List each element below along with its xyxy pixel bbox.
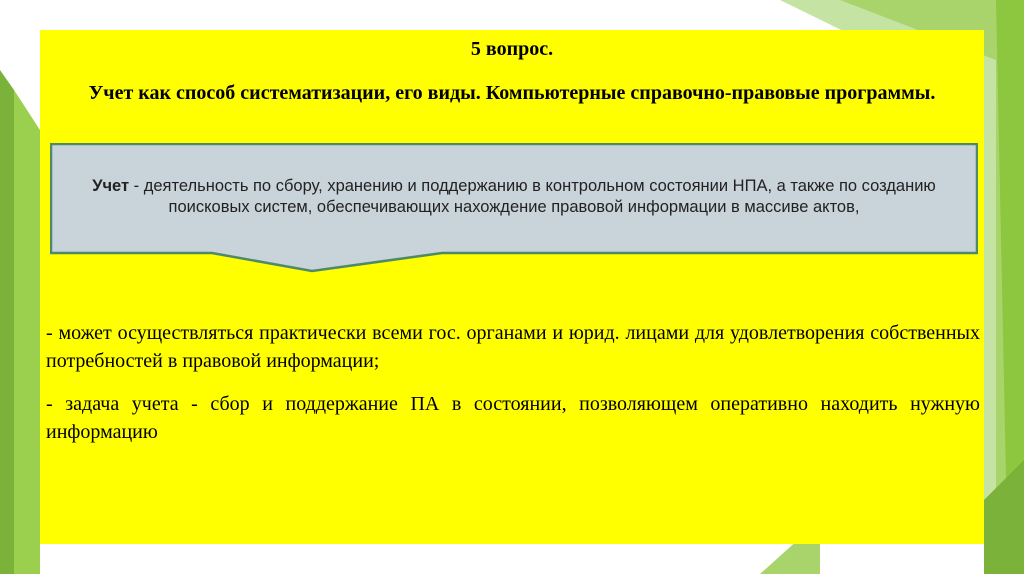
slide-title: Учет как способ систематизации, его виды. Компьютерные справочно-правовые программы. xyxy=(88,82,936,104)
left-green-stripe xyxy=(0,0,40,574)
bullet-item-2: - задача учета - сбор и поддержание ПА в состоянии, позволяющем оперативно находить нужную информацию xyxy=(46,393,980,443)
question-number: 5 вопрос. xyxy=(470,38,554,60)
callout-term: Учет xyxy=(92,177,130,195)
callout-definition: - деятельность по сбору, хранению и поддержанию в контрольном состоянии НПА, а также по созданию поисковых систем, обеспечивающих нахождение правовой информации в массиве актов, xyxy=(129,177,936,216)
content-panel xyxy=(40,30,984,544)
callout-text xyxy=(70,176,958,218)
bullet-item-1: - может осуществляться практически всеми гос. органами и юрид. лицами для удовлетворения собственных потребностей в правовой информации; xyxy=(46,322,980,372)
definition-callout xyxy=(50,143,978,273)
